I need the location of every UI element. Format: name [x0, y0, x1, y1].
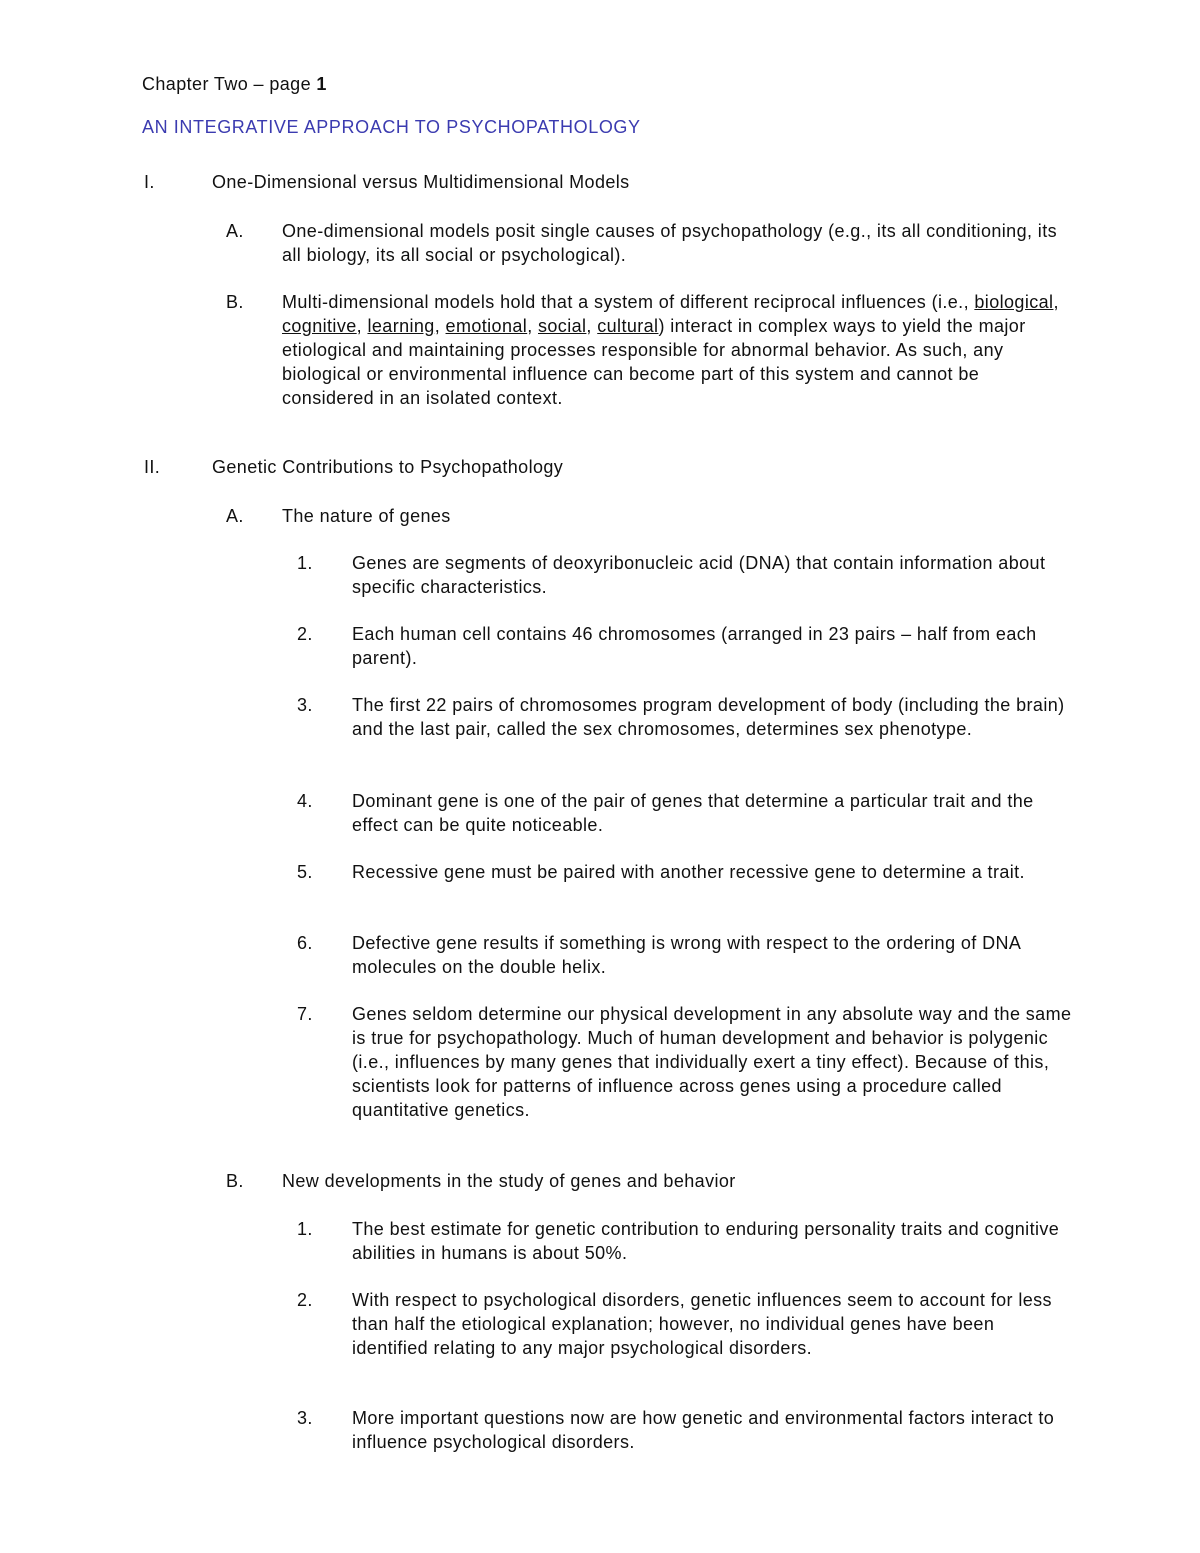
- list-item-number: 4.: [297, 791, 313, 811]
- section-1b-text-pre: Multi-dimensional models hold that a system of different reciprocal influences (i.e.,: [282, 292, 975, 312]
- list-item-text: Each human cell contains 46 chromosomes (arranged in 23 pairs – half from each parent).: [352, 624, 1037, 668]
- section-2-heading: Genetic Contributions to Psychopathology: [212, 457, 564, 477]
- section-2a-label: A.: [226, 506, 244, 526]
- list-item-number: 2.: [297, 1290, 313, 1310]
- page-header: [142, 74, 327, 95]
- section-1-heading: One-Dimensional versus Multidimensional Models: [212, 172, 630, 192]
- list-item-text: The first 22 pairs of chromosomes program development of body (including the brain) and the last pair, called the sex chromosomes, determines sex phenotype.: [352, 695, 1065, 739]
- section-2a-heading: The nature of genes: [282, 506, 451, 526]
- section-2-label: II.: [144, 457, 161, 477]
- list-item-text: More important questions now are how genetic and environmental factors interact to influence psychological disorders.: [352, 1408, 1055, 1452]
- term-emotional: emotional: [445, 316, 528, 336]
- list-item-text: The best estimate for genetic contribution to enduring personality traits and cognitive abilities in humans is about 50%.: [352, 1219, 1060, 1263]
- section-1b-text-post: ) interact in complex ways to yield the major etiological and maintaining processes responsible for abnormal behavior. As such, any biological or environmental influence can become part of this system and cannot be considered in an isolated context.: [282, 316, 1026, 408]
- list-item-number: 7.: [297, 1004, 313, 1024]
- header-prefix: Chapter Two – page: [142, 74, 317, 94]
- section-1b-label: B.: [226, 292, 244, 312]
- section-1-label: I.: [144, 172, 155, 192]
- list-item-number: 3.: [297, 695, 313, 715]
- section-1a-text: One-dimensional models posit single causes of psychopathology (e.g., its all conditioning, its all biology, its all social or psychological).: [282, 221, 1058, 265]
- list-item-text: Recessive gene must be paired with another recessive gene to determine a trait.: [352, 862, 1025, 882]
- term-social: social: [538, 316, 587, 336]
- list-item-number: 1.: [297, 1219, 313, 1239]
- list-item-number: 3.: [297, 1408, 313, 1428]
- document-title: AN INTEGRATIVE APPROACH TO PSYCHOPATHOLOGY: [142, 117, 641, 137]
- section-2b-heading: New developments in the study of genes and behavior: [282, 1171, 736, 1191]
- term-learning: learning: [367, 316, 435, 336]
- list-item-number: 1.: [297, 553, 313, 573]
- list-item-text: Genes seldom determine our physical development in any absolute way and the same is true for psychopathology. Much of human development and behavior is polygenic (i.e., influences by many genes that individually exert a tiny effect). Because of this, scientists look for patterns of influence across genes using a procedure called quantitative genetics.: [352, 1004, 1072, 1120]
- list-item-number: 5.: [297, 862, 313, 882]
- term-cognitive: cognitive: [282, 316, 357, 336]
- list-item-text: Defective gene results if something is wrong with respect to the ordering of DNA molecules on the double helix.: [352, 933, 1021, 977]
- section-1a-label: A.: [226, 221, 244, 241]
- list-item-number: 2.: [297, 624, 313, 644]
- list-item-text: Genes are segments of deoxyribonucleic acid (DNA) that contain information about specific characteristics.: [352, 553, 1046, 597]
- section-1b-text: Multi-dimensional models hold that a system of different reciprocal influences (i.e., biological, cognitive, learning, emotional, social, cultural) interact in complex ways to yield the major etiological and maintaining processes responsible for abnormal behavior. As such, any biological or environmental influence can become part of this system and cannot be considered in an isolated context.: [282, 292, 1059, 408]
- section-2b-label: B.: [226, 1171, 244, 1191]
- list-item-text: Dominant gene is one of the pair of genes that determine a particular trait and the effect can be quite noticeable.: [352, 791, 1034, 835]
- list-item-text: With respect to psychological disorders, genetic influences seem to account for less than half the etiological explanation; however, no individual genes have been identified relating to any major psychological disorders.: [352, 1290, 1052, 1358]
- page-number: 1: [316, 74, 327, 94]
- list-item-number: 6.: [297, 933, 313, 953]
- term-biological: biological: [974, 292, 1054, 312]
- term-cultural: cultural: [597, 316, 659, 336]
